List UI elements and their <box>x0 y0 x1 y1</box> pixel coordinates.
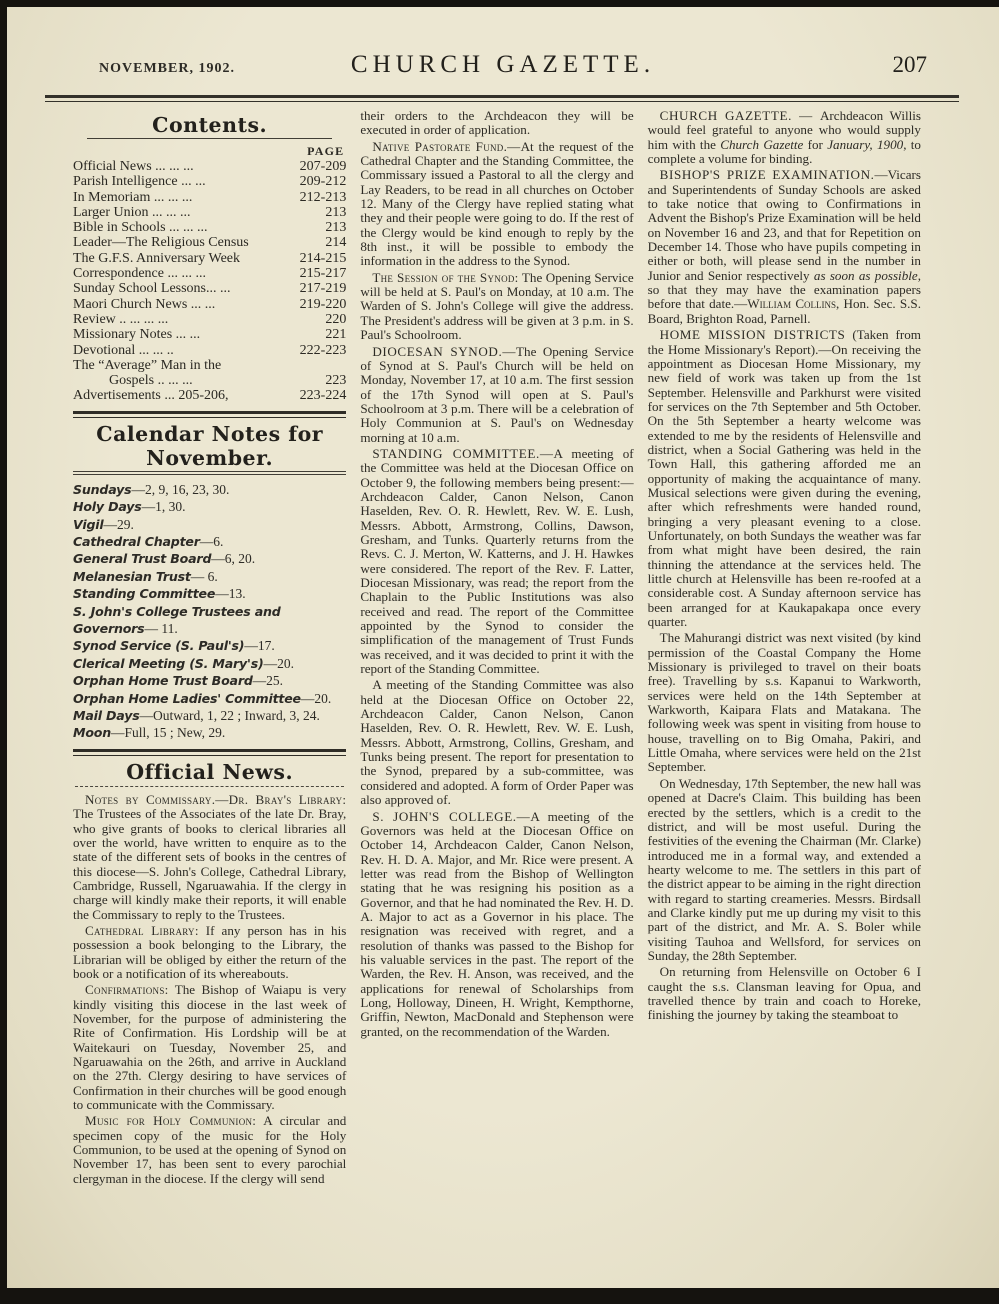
paragraph-lead: BISHOP'S PRIZE EXAMINATION. <box>659 167 875 183</box>
italic-january-1900: January, 1900 <box>827 136 904 152</box>
contents-heading-rule <box>87 138 332 139</box>
paragraph-text: for <box>803 136 828 152</box>
calendar-item <box>73 568 346 585</box>
calendar-term: Holy Days <box>73 499 142 515</box>
toc-row <box>73 266 346 281</box>
paragraph-lead: Music for Holy Communion: <box>85 1113 257 1129</box>
toc-entry-page: 214 <box>325 235 347 251</box>
calendar-term: Orphan Home Ladies' Committee <box>73 690 301 706</box>
toc-row <box>73 343 346 358</box>
calendar-term: Synod Service (S. Paul's) <box>73 638 245 654</box>
calendar-item <box>73 516 346 533</box>
left-column <box>73 109 346 1268</box>
toc-row <box>73 281 346 296</box>
toc-entry-label: Gospels .. ... ... <box>109 373 193 389</box>
toc-row <box>73 159 346 174</box>
toc-entry-page: 215-217 <box>299 266 347 282</box>
calendar-heading-rule <box>73 471 346 475</box>
calendar-value: — 6. <box>190 568 218 584</box>
paragraph-text: A circular and specimen copy of the music for the Holy Communion, to be used at the opening of Synod on November 17, has been sent to every parochial clergyman in the diocese. If the clergy will send <box>73 1113 347 1186</box>
toc-row <box>73 327 346 342</box>
paragraph-continuation: their orders to the Archdeacon they will be executed in order of application. <box>360 109 634 138</box>
toc-row <box>73 190 346 205</box>
calendar-term: S. John's College Trustees and Governors <box>73 603 281 636</box>
calendar-value: —Full, 15 ; New, 29. <box>111 725 226 741</box>
toc-entry-page: 223-224 <box>299 388 347 404</box>
contents-table <box>73 144 346 404</box>
toc-row <box>73 251 346 266</box>
calendar-term: Standing Committee <box>73 586 216 602</box>
page-number: 207 <box>892 52 927 77</box>
paragraph-lead: STANDING COMMITTEE.— <box>372 445 554 461</box>
calendar-value: —17. <box>244 638 275 654</box>
toc-entry-page: 213 <box>325 220 347 236</box>
toc-entry-label: Sunday School Lessons... ... <box>73 281 231 297</box>
paragraph-text: , Hon. Sec. S.S. Board, Brighton Road, Parnell. <box>647 296 921 326</box>
toc-entry-label: The G.F.S. Anniversary Week <box>73 250 241 266</box>
calendar-heading: Calendar Notes for November. <box>96 421 324 470</box>
toc-entry-page: 219-220 <box>299 296 347 312</box>
masthead <box>47 51 959 79</box>
calendar-value: —Outward, 1, 22 ; Inward, 3, 24. <box>139 708 320 724</box>
toc-entry-page: 221 <box>325 327 347 343</box>
toc-page-label: PAGE <box>307 144 345 158</box>
toc-row <box>73 358 346 373</box>
paragraph-text: If any person has in his possession a book belonging to the Library, the Librarian will be obliged by either the return of the book or a notification of its whereabouts. <box>73 922 347 981</box>
paragraph-church-gazette-notice <box>648 109 921 166</box>
toc-row <box>73 312 346 327</box>
paragraph-text: A meeting of the Committee was held at the Diocesan Office on October 9, the following members being present:—Archdeacon Calder, Canon Nelson, Canon Haselden, Rev. O. R. Hewlett, Rev. W. E. Lush, Messrs. Abbott, Armstrong, Collins, Dawson, Gresham, and Tunks. Quarterly returns from the Revs. C. J. Merton, W. Katterns, and J. H. Hawkes were considered. The report of the Rev. F. Latter, Diocesan Missionary, was read; the report from the Chaplain to the Public Institutions was also received and read. The report of the Committee appointed by the Synod to consider the simplification of the management of Trust Funds was received, and it was decided to print it with the report of the Standing Committee. <box>360 445 634 677</box>
toc-entry-page: 212-213 <box>299 189 347 205</box>
toc-row <box>73 205 346 220</box>
columns <box>73 109 921 1268</box>
paragraph-standing-committee-2: A meeting of the Standing Committee was also held at the Diocesan Office on October 22, Archdeacon Calder, Canon Nelson, Canon Haselden, Rev. O. R. Hewlett, Rev. W. E. Lush, Messrs. Abbott, Armstrong, Collins, Gresham, and Tunks being present. The report for presentation to the Synod, prepared by a sub-committee, was considered and adopted. A form of Order Paper was also approved of. <box>360 677 634 808</box>
italic-as-soon-as-possible: as soon as possible <box>813 267 918 283</box>
paragraph-text: The Trustees of the Associates of the late Dr. Bray, who give grants of books to clerical libraries all over the world, have written to enquire as to the state of the different sets of books in the centres of this diocese—S. John's College, Cathedral Library, Cambridge, Russell, Ngaruawahia. If the clergy in charge will kindly make their reports, it will enable the Commissary to reply to the Trustees. <box>73 806 347 922</box>
toc-entry-page: 207-209 <box>299 159 347 174</box>
paragraph-session-of-synod <box>360 271 633 343</box>
paragraph-lead: Native Pastorate Fund.— <box>372 138 521 154</box>
right-column <box>648 109 921 1268</box>
toc-entry-label: Devotional ... ... .. <box>73 342 174 358</box>
paragraph-lead: CHURCH GAZETTE. — <box>659 109 820 123</box>
toc-entry-label: Parish Intelligence ... ... <box>73 174 206 190</box>
issue-date: NOVEMBER, 1902. <box>99 61 235 76</box>
paragraph-st-johns-college <box>360 810 633 1040</box>
calendar-value: —25. <box>252 673 284 689</box>
calendar-item <box>73 533 346 550</box>
calendar-item <box>73 724 346 741</box>
calendar-item <box>73 690 346 707</box>
masthead-rule <box>45 95 959 102</box>
calendar-item <box>73 550 346 567</box>
paragraph-lead: Confirmations: <box>85 982 169 998</box>
paragraph-text: A meeting of the Governors was held at the Diocesan Office on October 14, Archdeacon Calder, Canon Nelson, Rev. H. D. A. Major, and Mr. Rice were present. A letter was read from the Bishop of Wellington stating that he was resigning his position as a Governor, and that he had nominated the Rev. H. D. A. Major to act as a Governor in his place. The resignation was received with regret, and a resolution of thanks was passed to the Bishop for his valuable services in the past. The report of the Warden, the Rev. H. Anson, was received, and the applications for renewal of Scholarships from Long, Holloway, Dineen, H. Wright, Kempthorne, Griffin, Newton, MacDonald and Stephenson were granted, on the recommendation of the Warden. <box>360 808 634 1039</box>
paragraph-lead: S. JOHN'S COLLEGE.— <box>372 808 531 824</box>
paper-sheet <box>7 7 999 1288</box>
toc-entry-label: Advertisements ... 205-206, <box>73 388 229 404</box>
signature-william-collins: William Collins <box>747 296 837 312</box>
paragraph-lead: HOME MISSION DISTRICTS <box>659 327 846 343</box>
calendar-value: —2, 9, 16, 23, 30. <box>131 481 230 497</box>
italic-church-gazette: Church Gazette <box>720 136 804 152</box>
toc-entry-page: 214-215 <box>299 250 347 266</box>
toc-entry-label: In Memoriam ... ... ... <box>73 189 193 205</box>
page-title: CHURCH GAZETTE. <box>350 51 656 78</box>
calendar-term: Mail Days <box>73 708 140 724</box>
paragraph-bishops-prize-examination <box>648 168 921 326</box>
paragraph-confirmations <box>73 983 346 1112</box>
paragraph-text: , so that they may have the examination papers before that date.— <box>647 267 921 312</box>
toc-entry-label: Official News ... ... ... <box>73 159 194 174</box>
paragraph-text: —Vicars and Superintendents of Sunday Schools are asked to take notice that owing to Confirmations in Advent the Bishop's Prize Examination will be held on November 16 and 23, and that for Repetition on December 14. Those who have pupils competing in either or both, will please send in the number in Junior and Senior respectively <box>647 167 921 283</box>
paragraph-lead: The Session of the Synod: <box>372 269 519 285</box>
toc-entry-page: 213 <box>325 204 347 220</box>
paragraph-standing-committee <box>360 447 633 677</box>
paragraph-mahurangi-district: The Mahurangi district was next visited (by kind permission of the Coastal Company the Home Missionary is privileged to travel on their boats free). Travelling by s.s. Kapanui to Warkworth, services were held on the 14th September at Warkworth, Kaipara Flats and Matakana. The following week was spent in visiting from house to house, travelling on to Big Omaha, Pakiri, and Little Omaha, where services were held on the 21st September. <box>647 630 921 775</box>
calendar-item <box>73 481 346 498</box>
calendar-item <box>73 672 346 689</box>
toc-entry-label: Leader—The Religious Census <box>73 235 249 251</box>
toc-entry-page: 220 <box>325 311 347 327</box>
calendar-item <box>73 655 346 672</box>
calendar-value: —1, 30. <box>141 499 186 515</box>
paragraph-lead: Cathedral Library: <box>85 922 199 938</box>
calendar-item <box>73 498 346 515</box>
paragraph-home-mission-districts <box>648 328 921 629</box>
middle-column <box>360 109 633 1268</box>
toc-entry-page <box>341 358 346 373</box>
toc-row <box>73 388 346 403</box>
toc-entry-label: Bible in Schools ... ... ... <box>73 220 208 236</box>
toc-entry-page: 222-223 <box>299 342 347 358</box>
official-news-heading: Official News. <box>126 759 294 784</box>
paragraph-text: The Bishop of Waiapu is very kindly visiting this diocese in the last week of November, for the purpose of administering the Rite of Confirmation. His Lordship will be at Waitekauri on Tuesday, November 25, and Ngaruawahia on the 26th, and arrive in Auckland on the 27th. Clergy desiring to have services of Confirmation in their churches will be good enough to communicate with the Commissary. <box>73 982 347 1113</box>
paragraph-cathedral-library <box>73 924 346 981</box>
calendar-term: General Trust Board <box>73 551 212 567</box>
toc-entry-page: 223 <box>325 373 347 389</box>
toc-entry-label: Maori Church News ... ... <box>73 296 216 312</box>
paragraph-text: The Opening Service of Synod at S. Paul's Church will be held on Monday, November 17, at 10 a.m. The first session of the 17th Synod will open at S. Paul's Schoolroom at 3 p.m. There will be a celebration of Holy Communion at S. Paul's on Wednesday morning at 10 a.m. <box>360 343 634 445</box>
toc-entry-label: The “Average” Man in the <box>73 357 222 373</box>
calendar-term: Cathedral Chapter <box>73 533 200 549</box>
paragraph-notes-by-commissary <box>73 793 346 922</box>
paragraph-dacres-claim: On Wednesday, 17th September, the new hall was opened at Dacre's Claim. This building has been erected by the settlers, which is a credit to the district, and will be most useful. During the festivities of the evening the Chairman (Mr. Clarke) introduced me in a formal way, and extended a hearty welcome to me. The settlers in this part of the district appear to be aiming in the right direction with regard to starting creameries. Messrs. Birdsall and Clarke kindly put me up during my visit to this part of the district, and Mr. A. S. Boler while visiting Tauhoa and Wellsford, for services on Sunday, the 28th September. <box>647 775 921 963</box>
calendar-term: Vigil <box>73 516 104 532</box>
toc-row <box>73 297 346 312</box>
section-divider-rule <box>73 411 346 418</box>
calendar-value: —29. <box>103 516 134 532</box>
calendar-value: —6, 20. <box>211 551 256 567</box>
contents-heading: Contents. <box>152 113 268 137</box>
toc-row <box>73 235 346 250</box>
calendar-item <box>73 585 346 602</box>
toc-entry-page: 217-219 <box>299 281 347 297</box>
toc-entry-label: Missionary Notes ... ... <box>73 327 201 343</box>
toc-row <box>73 220 346 235</box>
calendar-term: Clerical Meeting (S. Mary's) <box>73 655 264 671</box>
calendar-value: —20. <box>300 690 332 706</box>
paragraph-diocesan-synod <box>360 345 633 445</box>
paragraph-music-holy-communion <box>73 1114 346 1186</box>
calendar-item <box>73 603 346 638</box>
calendar-item <box>73 707 346 724</box>
calendar-value: —6. <box>199 533 224 549</box>
toc-row <box>73 373 346 388</box>
section-divider-rule <box>73 749 346 756</box>
paragraph-text: (Taken from the Home Missionary's Report).—On receiving the appointment as Diocesan Home Missionary, my new field of work was taken up from the 1st September. Helensville and Parkhurst were visited for services on the 7th September and 5th October. On the 5th September a hearty welcome was extended to me by the residents of Helensville and district, when a Social Gathering was held in the Town Hall, this gathering afforded me an opportunity of making the acquaintance of many. Musical selections were given during the evening, after which refreshments were handed round, bringing a very pleasant evening to a close. Unfortunately, on both Sundays the weather was far from what might have been desired, the rain thinning the attendance at the services held. The little church at Helensville has been re-roofed at a considerable cost. A Sunday afternoon service has been arranged for at Kaukapakapa once every quarter. <box>647 327 921 630</box>
paragraph-native-pastorate-fund <box>360 140 633 269</box>
calendar-value: — 11. <box>144 621 178 636</box>
calendar-value: —20. <box>263 655 294 671</box>
paragraph-text: Archdeacon Willis would feel grateful to anyone who would supply him with the <box>647 109 921 152</box>
toc-entry-page: 209-212 <box>299 174 347 190</box>
calendar-list <box>73 481 346 742</box>
toc-row <box>73 174 346 189</box>
toc-entry-label: Correspondence ... ... ... <box>73 266 206 282</box>
paragraph-returning-helensville: On returning from Helensville on October 6 I caught the s.s. Clansman leaving for Opua, and travelled thence by train and coach to Horeke, finishing the journey by taking the steamboat to <box>647 964 921 1023</box>
toc-entry-label: Larger Union ... ... ... <box>73 204 191 220</box>
paragraph-text: , to complete a volume for binding. <box>647 136 921 167</box>
calendar-term: Sundays <box>73 481 132 497</box>
paragraph-text: At the request of the Cathedral Chapter and the Standing Committee, the Commissary issued a Pastoral to all the clergy and Lay Readers, to be read in all churches on October 12. Many of the Clergy have replied stating what they and their people were going to do. If the rest of the Clergy would be kind enough to reply by the 8th inst., it will be possible to embody the information in the address to the Synod. <box>360 138 634 269</box>
calendar-value: —13. <box>215 586 246 602</box>
official-news-heading-rule <box>75 786 344 787</box>
calendar-item <box>73 637 346 654</box>
calendar-term: Moon <box>73 725 112 741</box>
calendar-term: Orphan Home Trust Board <box>73 673 253 689</box>
paragraph-lead: DIOCESAN SYNOD.— <box>372 343 517 359</box>
paragraph-lead: Notes by Commissary.—Dr. Bray's Library: <box>85 791 347 807</box>
paragraph-text: The Opening Service will be held at S. Paul's on Monday, at 10 a.m. The Warden of S. John's College will give the address. The President's address will be given at 3 p.m. in S. Paul's Schoolroom. <box>360 269 634 343</box>
toc-entry-label: Review .. ... ... ... <box>73 311 169 327</box>
calendar-term: Melanesian Trust <box>73 568 191 584</box>
